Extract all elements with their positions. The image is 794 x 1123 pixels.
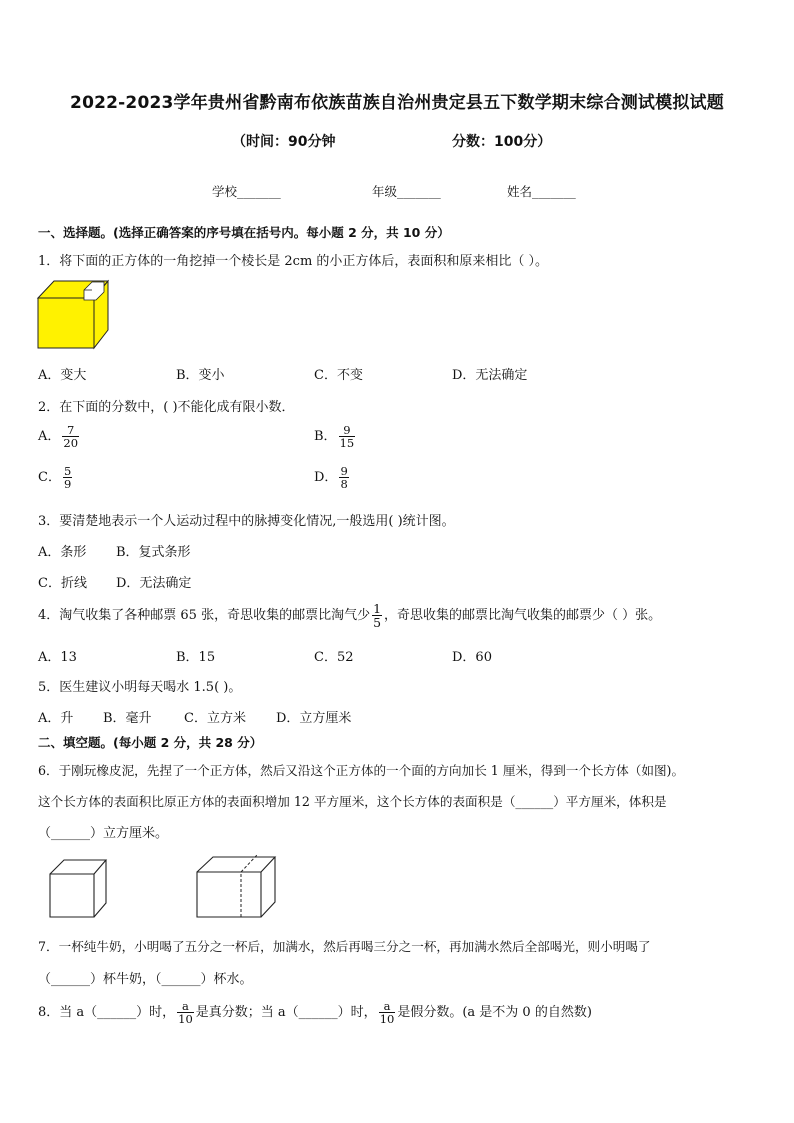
q8-text: 8．当 a（______）时， $\frac{a}{10}$ 是真分数；当 a（______）时， $\frac{a}{10}$ 是假分数。(a 是不为 0 的自然数): [38, 999, 592, 1027]
q2-text: 2．在下面的分数中，( )不能化成有限小数．: [38, 400, 295, 415]
q2-option-a[interactable]: A． $\frac{7}{20}$: [38, 423, 79, 451]
q4-option-a[interactable]: A．13: [38, 650, 77, 665]
section2-heading: 二、填空题。(每小题 2 分，共 28 分）: [38, 735, 263, 750]
q2-option-b[interactable]: B． $\frac{9}{15}$: [314, 423, 355, 451]
grade-blank: _______: [397, 184, 441, 199]
q7-line1: 7．一杯纯牛奶，小明喝了五分之一杯后，加满水，然后再喝三分之一杯，再加满水然后全部喝光，则小明喝了: [38, 939, 651, 954]
q1-option-b[interactable]: B．变小: [176, 368, 225, 383]
q3-text: 3．要清楚地表示一个人运动过程中的脉搏变化情况,一般选用( )统计图。: [38, 514, 455, 529]
q6-line2: 这个长方体的表面积比原正方体的表面积增加 12 平方厘米，这个长方体的表面积是（______）平方厘米，体积是: [38, 794, 667, 809]
q5-option-a[interactable]: A．升: [38, 711, 74, 726]
q3-option-c[interactable]: C．折线: [38, 576, 87, 591]
section1-heading: 一、选择题。(选择正确答案的序号填在括号内。每小题 2 分，共 10 分）: [38, 225, 450, 240]
cuboid-diagram: [195, 854, 279, 920]
cube-figure: [36, 278, 112, 352]
q1-option-d[interactable]: D．无法确定: [452, 368, 528, 383]
score-info: 分数：100分）: [452, 134, 552, 150]
fraction: $\frac{a}{10}$: [178, 999, 193, 1027]
name-field[interactable]: [507, 182, 576, 200]
q1-text: 1．将下面的正方体的一角挖掉一个棱长是 2cm 的小正方体后，表面积和原来相比（ ）。: [38, 254, 549, 269]
grade-field[interactable]: [372, 182, 441, 200]
q5-option-b[interactable]: B．毫升: [103, 711, 152, 726]
q5-text: 5．医生建议小明每天喝水 1.5( )。: [38, 680, 242, 695]
cube-front-face: [38, 298, 94, 348]
school-label: 学校: [212, 184, 238, 199]
q6-line3: （______）立方厘米。: [38, 826, 169, 841]
q6-line1: 6．于刚玩橡皮泥，先捏了一个正方体，然后又沿这个正方体的一个面的方向加长 1 厘米，得到一个长方体（如图)。: [38, 763, 685, 778]
name-blank: _______: [532, 184, 576, 199]
fraction: $\frac{9}{15}$: [339, 423, 355, 451]
fraction: $\frac{9}{8}$: [340, 464, 348, 492]
q4-text: 4．淘气收集了各种邮票 65 张，奇思收集的邮票比淘气少 $\frac{1}{5}$ ，奇思收集的邮票比淘气收集的邮票少（ ）张。: [38, 601, 662, 631]
q4-option-c[interactable]: C．52: [314, 650, 354, 665]
school-field[interactable]: [212, 182, 281, 200]
q1-option-a[interactable]: A．变大: [38, 368, 87, 383]
fraction: $\frac{5}{9}$: [63, 464, 72, 492]
fraction: $\frac{1}{5}$: [373, 601, 382, 631]
q4-option-b[interactable]: B．15: [176, 650, 216, 665]
cube-diagram: [48, 858, 110, 920]
school-blank: _______: [237, 184, 281, 199]
page-title: 2022-2023学年贵州省黔南布依族苗族自治州贵定县五下数学期末综合测试模拟试题: [70, 93, 724, 113]
q3-option-d[interactable]: D．无法确定: [116, 576, 192, 591]
fraction: $\frac{a}{10}$: [379, 999, 395, 1027]
q7-line2: （______）杯牛奶，（______）杯水。: [38, 972, 253, 987]
q2-option-c[interactable]: C． $\frac{5}{9}$: [38, 464, 72, 492]
time-info: （时间：90分钟: [232, 134, 336, 150]
q5-option-c[interactable]: C．立方米: [184, 711, 246, 726]
q1-option-c[interactable]: C．不变: [314, 368, 363, 383]
q5-option-d[interactable]: D．立方厘米: [276, 711, 352, 726]
fraction: $\frac{7}{20}$: [63, 423, 79, 451]
q4-option-d[interactable]: D．60: [452, 650, 492, 665]
q3-option-a[interactable]: A．条形: [38, 545, 87, 560]
name-label: 姓名: [507, 184, 533, 199]
q2-option-d[interactable]: D． $\frac{9}{8}$: [314, 464, 348, 492]
grade-label: 年级: [372, 184, 398, 199]
q3-option-b[interactable]: B．复式条形: [116, 545, 191, 560]
